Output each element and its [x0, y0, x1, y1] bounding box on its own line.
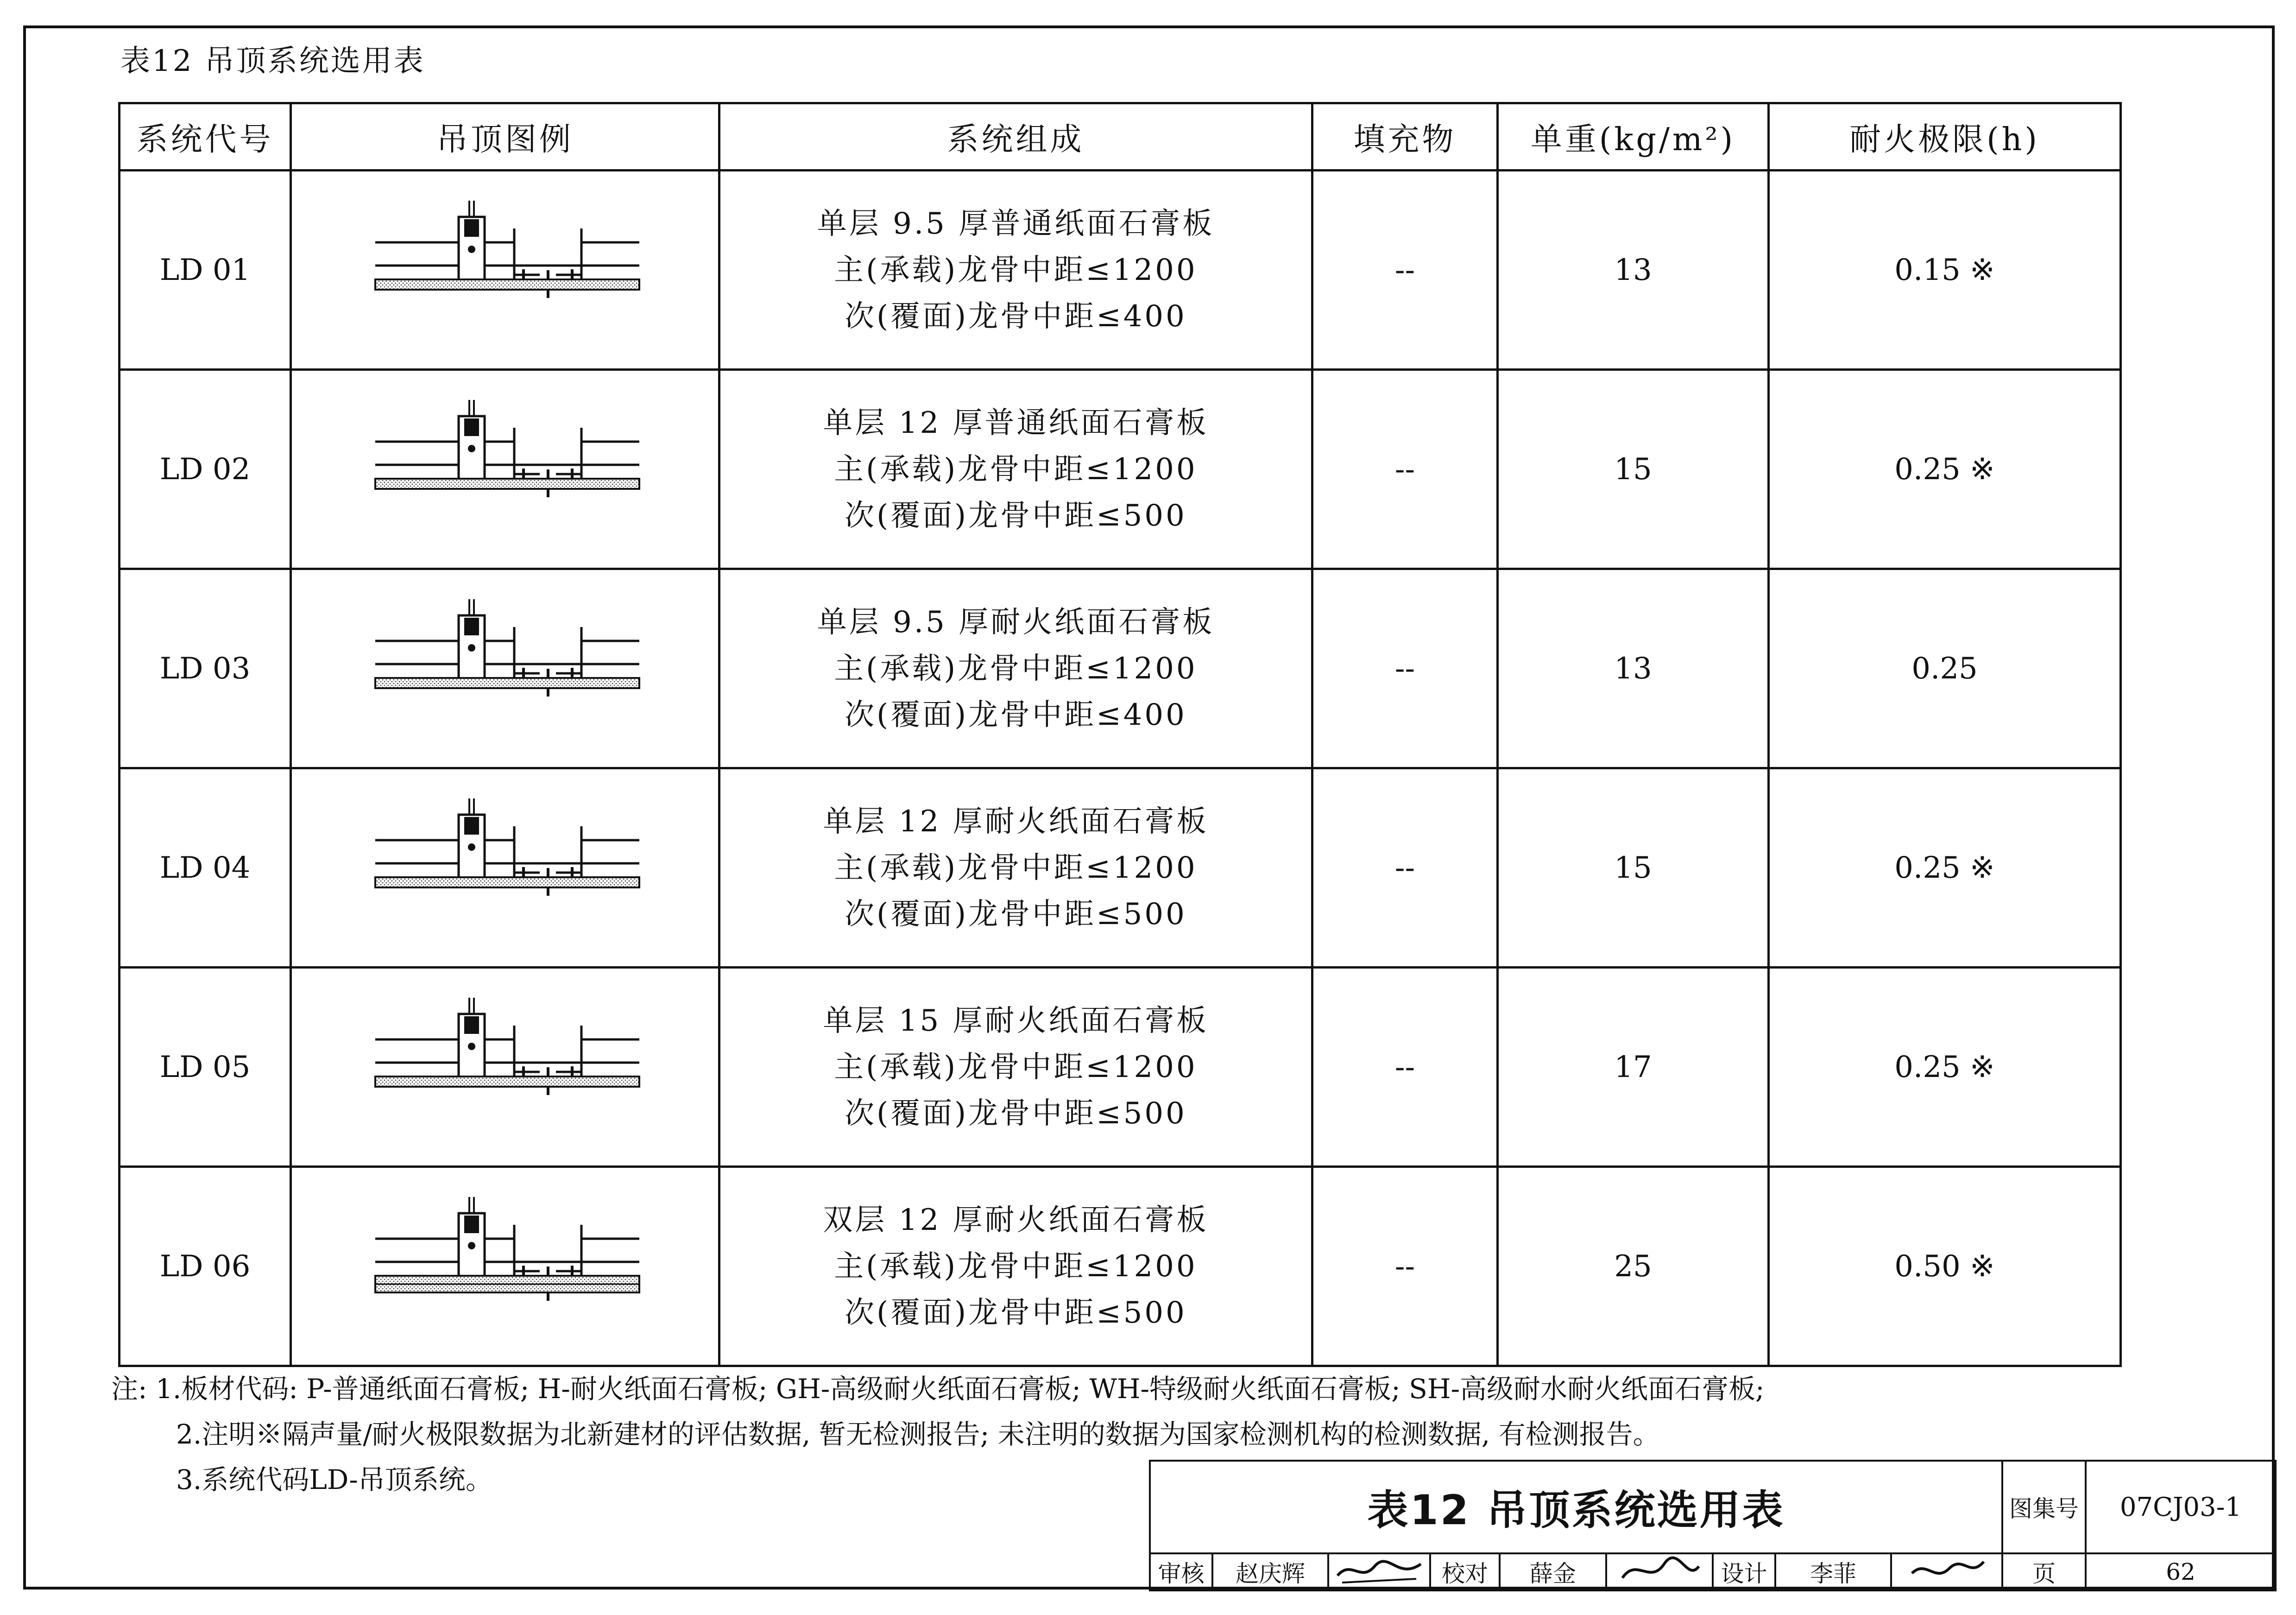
ceiling-figure-cell: [291, 768, 719, 968]
composition-line: 单层 12 厚普通纸面石膏板: [823, 405, 1209, 440]
reviewer-name: 赵庆辉: [1212, 1553, 1328, 1590]
unit-weight: 17: [1498, 968, 1769, 1167]
designer-name: 李菲: [1775, 1553, 1891, 1590]
table-row: [120, 171, 2121, 370]
system-code: LD 06: [120, 1167, 291, 1366]
fire-rating: 0.15 ※: [1769, 171, 2121, 370]
composition-line: 次(覆面)龙骨中距≤400: [845, 299, 1187, 334]
filler: --: [1312, 569, 1498, 768]
filler: --: [1312, 370, 1498, 569]
header-fire-rating: 耐火极限(h): [1769, 103, 2121, 171]
system-code: LD 01: [120, 171, 291, 370]
composition-line: 主(承载)龙骨中距≤1200: [834, 452, 1198, 487]
table-row: [120, 370, 2121, 569]
composition-line: 单层 15 厚耐火纸面石膏板: [823, 1003, 1209, 1038]
system-composition: [719, 968, 1312, 1167]
system-code: LD 02: [120, 370, 291, 569]
note-2: 2.注明※隔声量/耐火极限数据为北新建材的评估数据, 暂无检测报告; 未注明的数据为国家检测机构的检测数据, 有检测报告。: [176, 1419, 1660, 1450]
ceiling-section-figure: [361, 599, 649, 738]
fire-rating: 0.50 ※: [1769, 1167, 2121, 1366]
checker-name: 薛金: [1500, 1553, 1606, 1590]
ceiling-system-table: [118, 102, 2122, 1367]
check-label: 校对: [1430, 1553, 1500, 1590]
unit-weight: 13: [1498, 171, 1769, 370]
title-block: [1149, 1460, 2277, 1591]
table-caption: 表12 吊顶系统选用表: [120, 44, 425, 78]
ceiling-figure-cell: [291, 171, 719, 370]
composition-line: 主(承载)龙骨中距≤1200: [834, 651, 1198, 686]
composition-line: 主(承载)龙骨中距≤1200: [834, 850, 1198, 885]
filler: --: [1312, 768, 1498, 968]
table-row: [120, 968, 2121, 1167]
table-row: [120, 768, 2121, 968]
design-label: 设计: [1713, 1553, 1775, 1590]
page-number: 62: [2086, 1553, 2276, 1590]
composition-line: 主(承载)龙骨中距≤1200: [834, 253, 1198, 287]
ceiling-section-figure: [361, 201, 649, 340]
review-label: 审核: [1150, 1553, 1212, 1590]
reviewer-signature: [1328, 1553, 1430, 1590]
composition-line: 主(承载)龙骨中距≤1200: [834, 1249, 1198, 1284]
ceiling-section-figure: [361, 798, 649, 937]
table-row: [120, 569, 2121, 768]
header-composition: 系统组成: [719, 103, 1312, 171]
ceiling-figure-cell: [291, 968, 719, 1167]
header-weight: 单重(kg/m²): [1498, 103, 1769, 171]
system-code: LD 03: [120, 569, 291, 768]
unit-weight: 15: [1498, 768, 1769, 968]
fire-rating: 0.25 ※: [1769, 768, 2121, 968]
note-3: 3.系统代码LD-吊顶系统。: [176, 1464, 493, 1495]
ceiling-section-figure: [361, 1197, 649, 1336]
system-composition: [719, 768, 1312, 968]
filler: --: [1312, 171, 1498, 370]
title-block-title: 表12 吊顶系统选用表: [1150, 1461, 2002, 1553]
filler: --: [1312, 968, 1498, 1167]
system-composition: [719, 1167, 1312, 1366]
header-filler: 填充物: [1312, 103, 1498, 171]
composition-line: 单层 9.5 厚耐火纸面石膏板: [817, 605, 1215, 640]
system-composition: [719, 569, 1312, 768]
atlas-number: 07CJ03-1: [2086, 1461, 2276, 1553]
atlas-label: 图集号: [2002, 1461, 2086, 1553]
composition-line: 次(覆面)龙骨中距≤500: [845, 1295, 1187, 1330]
note-1: 注: 1.板材代码: P-普通纸面石膏板; H-耐火纸面石膏板; GH-高级耐火纸面石膏板; WH-特级耐火纸面石膏板; SH-高级耐水耐火纸面石膏板;: [111, 1373, 1765, 1405]
designer-signature: [1891, 1553, 2002, 1590]
composition-line: 次(覆面)龙骨中距≤400: [845, 697, 1187, 732]
unit-weight: 25: [1498, 1167, 1769, 1366]
header-figure: 吊顶图例: [291, 103, 719, 171]
composition-line: 双层 12 厚耐火纸面石膏板: [823, 1203, 1209, 1237]
filler: --: [1312, 1167, 1498, 1366]
composition-line: 单层 9.5 厚普通纸面石膏板: [817, 206, 1215, 241]
system-composition: [719, 370, 1312, 569]
page-label: 页: [2002, 1553, 2086, 1590]
fire-rating: 0.25 ※: [1769, 370, 2121, 569]
system-code: LD 05: [120, 968, 291, 1167]
fire-rating: 0.25 ※: [1769, 968, 2121, 1167]
ceiling-figure-cell: [291, 569, 719, 768]
ceiling-figure-cell: [291, 1167, 719, 1366]
fire-rating: 0.25: [1769, 569, 2121, 768]
ceiling-section-figure: [361, 400, 649, 539]
composition-line: 次(覆面)龙骨中距≤500: [845, 1096, 1187, 1131]
composition-line: 次(覆面)龙骨中距≤500: [845, 498, 1187, 533]
unit-weight: 15: [1498, 370, 1769, 569]
composition-line: 次(覆面)龙骨中距≤500: [845, 897, 1187, 931]
composition-line: 单层 12 厚耐火纸面石膏板: [823, 804, 1209, 839]
table-row: [120, 1167, 2121, 1366]
ceiling-figure-cell: [291, 370, 719, 569]
ceiling-section-figure: [361, 998, 649, 1137]
unit-weight: 13: [1498, 569, 1769, 768]
header-code: 系统代号: [120, 103, 291, 171]
header-row: [120, 103, 2121, 171]
composition-line: 主(承载)龙骨中距≤1200: [834, 1050, 1198, 1084]
system-composition: [719, 171, 1312, 370]
checker-signature: [1606, 1553, 1713, 1590]
system-code: LD 04: [120, 768, 291, 968]
